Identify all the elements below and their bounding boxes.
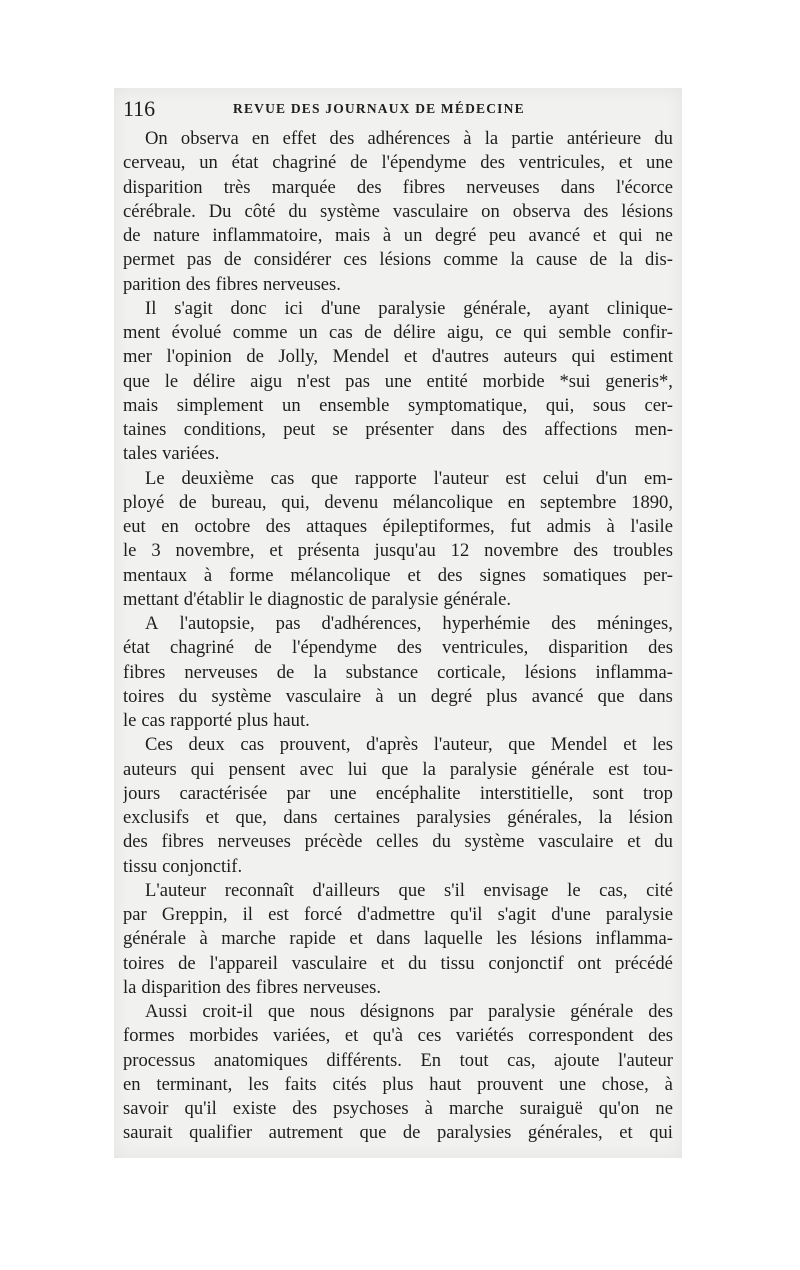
text-line: A l'autopsie, pas d'adhérences, hyperhémie des méninges, [145,613,673,634]
page-number: 116 [123,96,156,121]
text-line: mettant d'établir le diagnostic de paralysie générale. [123,588,512,610]
text-line: On observa en effet des adhérences à la partie antérieure du [145,128,673,149]
text-line: état chagriné de l'épendyme des ventricules, disparition des [123,637,673,659]
text-line: tales variées. [123,443,220,465]
text-line: taines conditions, peut se présenter dans des affections men- [123,419,673,440]
text-line: en terminant, les faits cités plus haut prouvent une chose, à [123,1073,673,1095]
running-title: REVUE DES JOURNAUX DE MÉDECINE [233,101,525,116]
text-line: toires de l'appareil vasculaire et du tissu conjonctif ont précédé [123,952,673,974]
text-line: parition des fibres nerveuses. [123,273,341,295]
text-line: mais simplement un ensemble symptomatique, qui, sous cer- [123,394,673,416]
text-line: processus anatomiques différents. En tout cas, ajoute l'auteur [123,1049,673,1071]
text-line: le 3 novembre, et présenta jusqu'au 12 novembre des troubles [123,540,673,562]
text-line: Il s'agit donc ici d'une paralysie générale, ayant clinique- [145,297,673,319]
text-line: des fibres nerveuses précède celles du système vasculaire et du [123,831,673,853]
text-line: tissu conjonctif. [123,855,243,877]
text-line: ployé de bureau, qui, devenu mélancolique en septembre 1890, [123,491,673,513]
text-line: de nature inflammatoire, mais à un degré peu avancé et qui ne [123,225,673,246]
text-line: cérébrale. Du côté du système vasculaire on observa des lésions [123,200,673,222]
text-line: disparition très marquée des fibres nerveuses dans l'écorce [123,176,673,198]
text-line: exclusifs et que, dans certaines paralysies générales, la lésion [123,807,673,828]
text-line: que le délire aigu n'est pas une entité morbide *sui generis*, [123,370,673,392]
body-text [123,127,673,1146]
text-line: le cas rapporté plus haut. [123,710,310,731]
text-line: auteurs qui pensent avec lui que la paralysie générale est tou- [123,758,673,780]
text-line: générale à marche rapide et dans laquelle les lésions inflamma- [123,928,673,950]
text-line: savoir qu'il existe des psychoses à marche suraiguë qu'on ne [123,1098,673,1119]
text-line: mentaux à forme mélancolique et des signes somatiques per- [123,564,673,586]
text-line: la disparition des fibres nerveuses. [123,976,382,998]
text-line: mer l'opinion de Jolly, Mendel et d'autres auteurs qui estiment [123,346,673,368]
text-line: ment évolué comme un cas de délire aigu, ce qui semble confir- [123,322,673,343]
text-line: Le deuxième cas que rapporte l'auteur est celui d'un em- [145,467,673,489]
text-line: permet pas de considérer ces lésions comme la cause de la dis- [123,249,673,271]
text-line: cerveau, un état chagriné de l'épendyme des ventricules, et une [123,152,673,174]
text-line: L'auteur reconnaît d'ailleurs que s'il envisage le cas, cité [145,879,673,901]
text-line: Aussi croit-il que nous désignons par paralysie générale des [145,1001,673,1022]
text-line: Ces deux cas prouvent, d'après l'auteur, que Mendel et les [145,734,673,756]
text-line: toires du système vasculaire à un degré plus avancé que dans [123,685,673,707]
text-line: par Greppin, il est forcé d'admettre qu'il s'agit d'une paralysie [123,904,673,925]
text-line: saurait qualifier autrement que de paralysies générales, et qui [123,1122,673,1144]
text-line: fibres nerveuses de la substance corticale, lésions inflamma- [123,661,673,683]
text-line: eut en octobre des attaques épileptiformes, fut admis à l'asile [123,516,673,537]
running-header [123,94,673,124]
text-line: formes morbides variées, et qu'à ces variétés correspondent des [123,1025,673,1047]
text-line: jours caractérisée par une encéphalite interstitielle, sont trop [123,782,673,804]
